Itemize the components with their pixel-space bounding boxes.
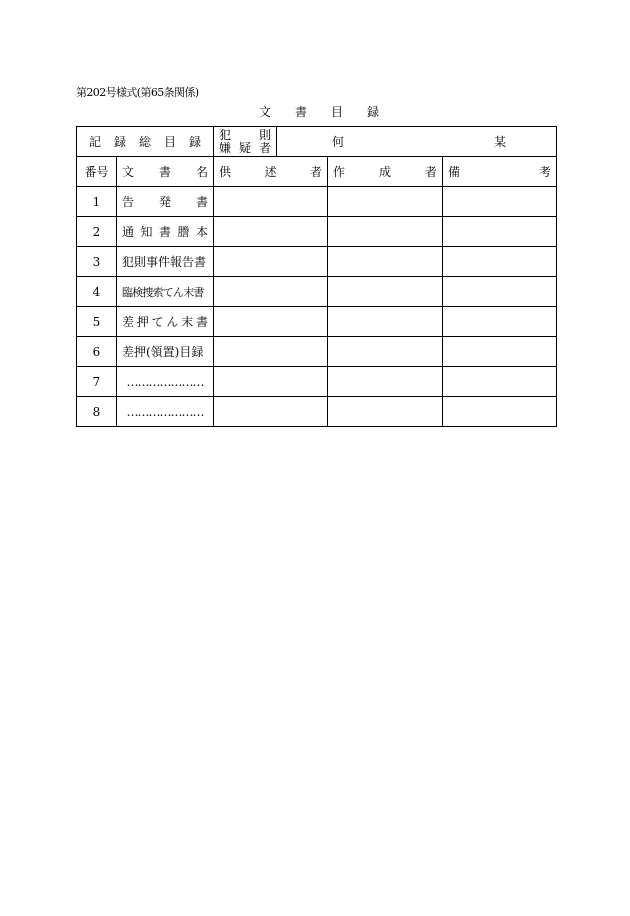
provider-cell <box>214 217 328 247</box>
column-header-creator <box>328 157 443 187</box>
label-char: 目 <box>164 135 177 149</box>
doc-char: 発 <box>159 195 172 209</box>
doc-char: 末 <box>181 315 194 329</box>
column-header-doc-name <box>117 157 214 187</box>
creator-cell <box>328 187 443 217</box>
creator-cell <box>328 397 443 427</box>
doc-char: 謄 <box>177 225 190 239</box>
label-char: 嫌 <box>219 140 232 155</box>
doc-char: 書 <box>196 195 209 209</box>
header-char: 文 <box>122 165 135 179</box>
creator-cell <box>328 367 443 397</box>
document-name-placeholder: ………………… <box>117 397 214 427</box>
document-list-table <box>76 126 557 427</box>
doc-char: 書 <box>159 225 172 239</box>
remarks-cell <box>443 397 557 427</box>
doc-char: 押 <box>136 315 149 329</box>
remarks-cell <box>443 217 557 247</box>
row-number: 6 <box>77 337 117 367</box>
document-name: 臨検捜索てん末書 <box>117 277 214 307</box>
row-number: 4 <box>77 277 117 307</box>
row-number: 8 <box>77 397 117 427</box>
record-summary-label <box>77 127 214 157</box>
table-row <box>77 187 557 217</box>
label-char: 記 <box>89 135 102 149</box>
remarks-cell <box>443 337 557 367</box>
provider-cell <box>214 397 328 427</box>
document-name <box>117 307 214 337</box>
document-name-placeholder: ………………… <box>117 367 214 397</box>
table-row <box>77 367 557 397</box>
document-name: 犯則事件報告書 <box>117 247 214 277</box>
column-header-remarks <box>443 157 557 187</box>
table-row <box>77 397 557 427</box>
doc-char: 本 <box>196 225 209 239</box>
remarks-cell <box>443 307 557 337</box>
doc-char: 差 <box>122 315 135 329</box>
doc-char: ん <box>166 315 179 329</box>
header-char: 作 <box>333 165 346 179</box>
name-char: 何 <box>332 135 345 149</box>
table-row <box>77 277 557 307</box>
provider-cell <box>214 247 328 277</box>
label-char: 録 <box>189 135 202 149</box>
row-number: 5 <box>77 307 117 337</box>
doc-char: て <box>151 315 164 329</box>
label-char: 則 <box>259 127 272 142</box>
title-char: 書 <box>294 105 307 119</box>
provider-cell <box>214 367 328 397</box>
header-char: 供 <box>219 165 232 179</box>
creator-cell <box>328 247 443 277</box>
provider-cell <box>214 307 328 337</box>
column-header-no: 番号 <box>77 157 117 187</box>
suspect-name <box>277 127 557 157</box>
remarks-cell <box>443 277 557 307</box>
label-char: 犯 <box>219 127 232 142</box>
table-row <box>77 247 557 277</box>
document-title <box>259 103 379 120</box>
provider-cell <box>214 187 328 217</box>
header-char: 者 <box>424 165 437 179</box>
doc-char: 通 <box>122 225 135 239</box>
document-name <box>117 187 214 217</box>
title-char: 目 <box>330 105 343 119</box>
doc-char: 知 <box>140 225 153 239</box>
remarks-cell <box>443 247 557 277</box>
row-number: 2 <box>77 217 117 247</box>
document-name <box>117 217 214 247</box>
title-char: 録 <box>366 105 379 119</box>
header-char: 名 <box>196 165 209 179</box>
name-char: 某 <box>494 135 507 149</box>
creator-cell <box>328 307 443 337</box>
header-char: 成 <box>379 165 392 179</box>
creator-cell <box>328 277 443 307</box>
document-name: 差押(領置)目録 <box>117 337 214 367</box>
doc-char: 告 <box>122 195 135 209</box>
summary-row <box>77 127 557 157</box>
table-row <box>77 217 557 247</box>
row-number: 1 <box>77 187 117 217</box>
suspect-label <box>214 127 277 157</box>
header-char: 備 <box>448 165 461 179</box>
row-number: 7 <box>77 367 117 397</box>
creator-cell <box>328 337 443 367</box>
table-row <box>77 337 557 367</box>
creator-cell <box>328 217 443 247</box>
header-char: 者 <box>309 165 322 179</box>
header-char: 書 <box>159 165 172 179</box>
header-char: 考 <box>539 165 552 179</box>
header-char: 述 <box>264 165 277 179</box>
form-number: 第202号様式(第65条関係) <box>76 86 199 99</box>
table-row <box>77 307 557 337</box>
label-char: 者 <box>258 140 271 155</box>
provider-cell <box>214 337 328 367</box>
doc-char: 書 <box>195 315 208 329</box>
column-header-row <box>77 157 557 187</box>
label-char: 録 <box>114 135 127 149</box>
column-header-provider <box>214 157 328 187</box>
label-char: 疑 <box>239 140 252 155</box>
label-char: 総 <box>139 135 152 149</box>
remarks-cell <box>443 367 557 397</box>
remarks-cell <box>443 187 557 217</box>
row-number: 3 <box>77 247 117 277</box>
title-char: 文 <box>259 105 272 119</box>
provider-cell <box>214 277 328 307</box>
